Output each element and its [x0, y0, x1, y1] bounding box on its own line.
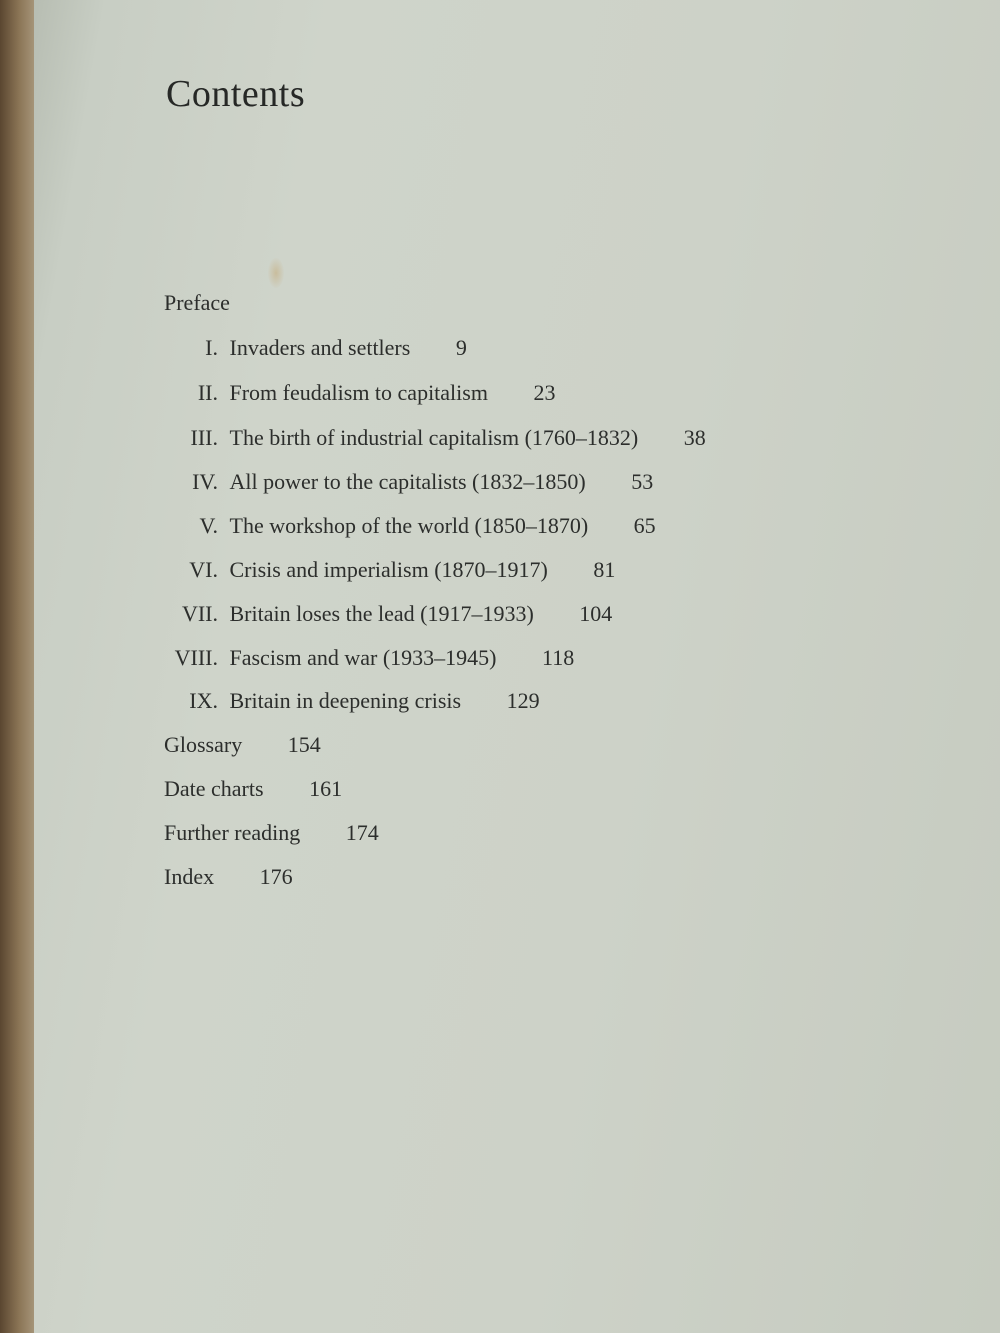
chapter-page: 118 [542, 645, 575, 670]
toc-entry-further-reading [164, 820, 379, 846]
toc-chapter-4 [160, 469, 653, 495]
chapter-page: 81 [593, 557, 616, 582]
toc-entry-preface [164, 290, 230, 316]
toc-chapter-5 [160, 513, 656, 539]
chapter-numeral: II. [197, 380, 218, 405]
toc-chapter-9 [160, 688, 540, 714]
chapter-page: 129 [506, 688, 540, 713]
chapter-title: The birth of industrial capitalism (1760–1832) [229, 425, 639, 450]
chapter-page: 104 [579, 601, 613, 626]
page-title: Contents [166, 73, 306, 115]
chapter-numeral: VII. [181, 601, 218, 626]
toc-entry-page: 174 [345, 820, 379, 845]
toc-chapter-6 [160, 557, 615, 583]
toc-entry-index [164, 864, 293, 890]
chapter-title: Britain loses the lead (1917–1933) [229, 601, 534, 626]
chapter-page: 38 [683, 425, 706, 450]
toc-chapter-1 [160, 335, 467, 361]
toc-entry-title: Glossary [164, 732, 243, 757]
chapter-numeral: V. [199, 513, 218, 538]
chapter-title: From feudalism to capitalism [229, 380, 488, 405]
page-stain [268, 258, 284, 288]
toc-chapter-8 [160, 645, 574, 671]
book-spine-edge [0, 0, 34, 1333]
chapter-title: All power to the capitalists (1832–1850) [229, 469, 586, 494]
toc-entry-title: Date charts [164, 776, 264, 801]
chapter-title: Britain in deepening crisis [229, 688, 462, 713]
toc-entry-title: Index [164, 864, 215, 889]
toc-entry-page: 154 [287, 732, 321, 757]
toc-entry-title: Further reading [164, 820, 301, 845]
toc-entry-title: Preface [164, 290, 230, 315]
chapter-title: The workshop of the world (1850–1870) [229, 513, 589, 538]
chapter-numeral: IV. [192, 469, 218, 494]
chapter-page: 65 [633, 513, 656, 538]
toc-chapter-7 [160, 601, 612, 627]
toc-chapter-3 [160, 425, 706, 451]
toc-entry-date-charts [164, 776, 342, 802]
toc-chapter-2 [160, 380, 555, 406]
chapter-numeral: I. [205, 335, 218, 360]
chapter-page: 53 [631, 469, 654, 494]
chapter-page: 9 [455, 335, 467, 360]
chapter-title: Invaders and settlers [229, 335, 411, 360]
chapter-title: Crisis and imperialism (1870–1917) [229, 557, 548, 582]
book-page [34, 0, 1000, 1333]
toc-entry-glossary [164, 732, 321, 758]
chapter-numeral: VI. [189, 557, 218, 582]
toc-entry-page: 161 [309, 776, 343, 801]
chapter-numeral: VIII. [174, 645, 218, 670]
chapter-numeral: IX. [189, 688, 218, 713]
chapter-page: 23 [533, 380, 556, 405]
chapter-title: Fascism and war (1933–1945) [229, 645, 497, 670]
chapter-numeral: III. [190, 425, 218, 450]
toc-entry-page: 176 [259, 864, 293, 889]
